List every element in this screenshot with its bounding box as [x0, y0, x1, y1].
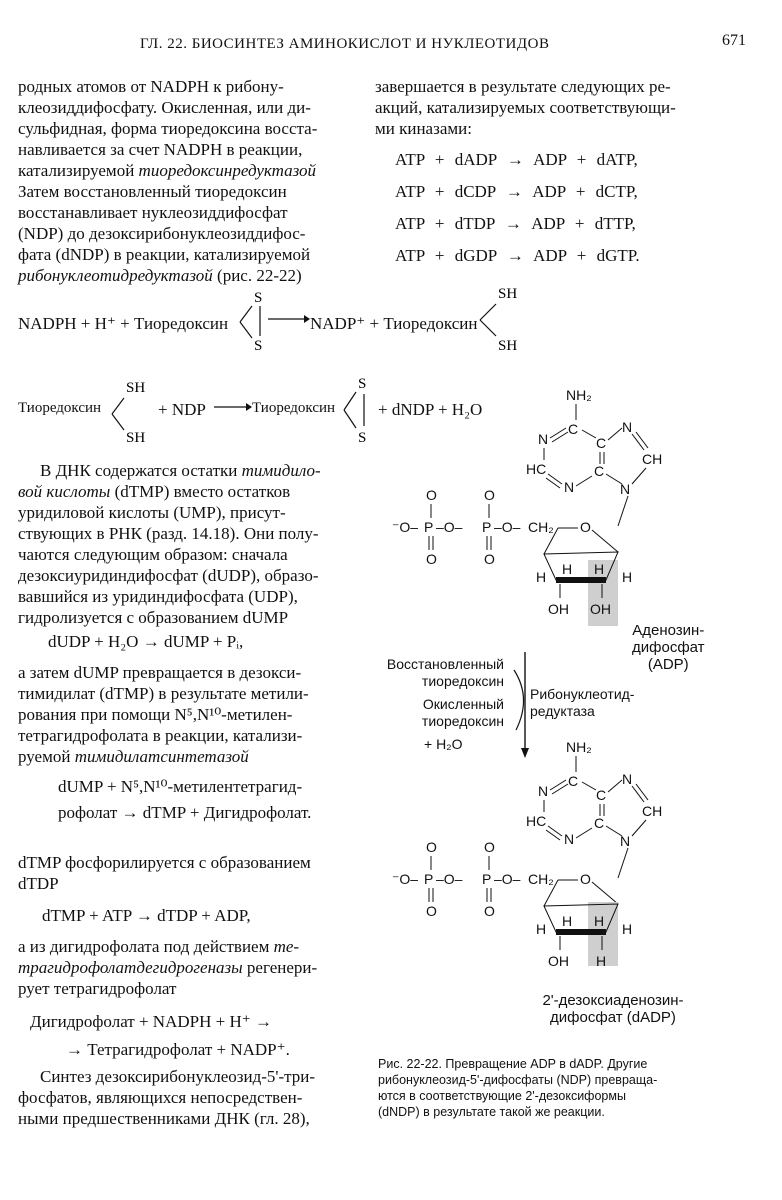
eq2-c: Тиоредоксин — [252, 400, 336, 416]
svg-text:P: P — [482, 519, 492, 535]
svg-text:C: C — [568, 421, 579, 437]
svg-text:O: O — [484, 551, 495, 567]
svg-text:H: H — [596, 953, 607, 969]
arrow-icon — [266, 312, 310, 326]
text-line: родных атомов от NADPH к рибону- — [18, 77, 284, 96]
svg-text:S: S — [358, 376, 367, 392]
svg-text:OH: OH — [548, 953, 569, 969]
caption-line: Рис. 22-22. Превращение ADP в dADP. Другие — [378, 1057, 648, 1071]
page-number: 671 — [722, 32, 746, 49]
svg-text:O: O — [426, 903, 437, 919]
svg-text:–O–: –O– — [436, 871, 463, 887]
text-line: ствующих в РНК (разд. 14.18). Они полу- — [18, 524, 319, 543]
text-line: навливается за счет NADPH в реакции, — [18, 140, 303, 159]
text-line: уридиловой кислоты (UMP), присут- — [18, 503, 286, 522]
svg-text:N: N — [622, 771, 633, 787]
text-line: трагидрофолатдегидрогеназы регенери- — [18, 958, 318, 977]
left-paragraph-4 — [18, 852, 358, 894]
text-line: тимидилат (dTMP) в результате метили- — [18, 684, 309, 703]
label-adp: Аденозин- дифосфат (ADP) — [632, 622, 705, 673]
text-line: завершается в результате следующих ре- — [375, 77, 671, 96]
running-header: ГЛ. 22. БИОСИНТЕЗ АМИНОКИСЛОТ И НУКЛЕОТИДОВ — [140, 36, 550, 52]
text-line: сульфидная, форма тиоредоксина восста- — [18, 119, 318, 138]
eq1-right: NADP⁺ + Тиоредоксин — [310, 314, 478, 333]
text-line: клеозиддифосфату. Окисленная, или ди- — [18, 98, 311, 117]
svg-text:O: O — [426, 839, 437, 855]
svg-text:H: H — [562, 561, 573, 577]
equation-dump: dUMP + N⁵,N¹⁰-метилентетрагид- рофолат → dTMP + Дигидрофолат. — [58, 777, 312, 822]
text-line: Затем восстановленный тиоредоксин — [18, 182, 287, 201]
left-paragraph-5 — [18, 936, 358, 999]
svg-text:O: O — [580, 871, 591, 887]
dithiol-group-2 — [110, 376, 160, 446]
svg-text:O: O — [484, 839, 495, 855]
text-line: dTDP — [18, 874, 59, 893]
svg-text:S: S — [254, 290, 263, 306]
text-line: dTMP фосфорилируется с образованием — [18, 853, 311, 872]
svg-text:N: N — [538, 783, 549, 799]
adp-structure — [378, 384, 708, 634]
text-line: фосфатов, являющихся непосредствен- — [18, 1088, 303, 1107]
equation-dudp: dUDP + H₂O → dUMP + Pᵢ, — [48, 632, 244, 651]
equation: ATP + dADP → ADP + dATP, — [395, 150, 638, 169]
left-paragraph-6 — [18, 1066, 358, 1129]
svg-text:–O–: –O– — [494, 519, 521, 535]
text-line: а затем dUMP превращается в дезокси- — [18, 663, 302, 682]
label-oxidized-thioredoxin: Окисленный тиоредоксин — [421, 696, 504, 729]
svg-text:P: P — [482, 871, 492, 887]
svg-text:C: C — [568, 773, 579, 789]
svg-text:C: C — [596, 435, 607, 451]
eq2-d: + dNDP + H₂O — [378, 400, 483, 419]
text-line: (NDP) до дезоксирибонуклеозиддифос- — [18, 224, 306, 243]
svg-text:S: S — [358, 430, 367, 444]
text-line: рибонуклеотидредуктазой (рис. 22-22) — [18, 266, 302, 285]
svg-text:OH: OH — [548, 601, 569, 617]
left-paragraph-2 — [18, 460, 358, 628]
svg-text:CH: CH — [642, 451, 663, 467]
text-line: тетрагидрофолата в реакции, катализи- — [18, 726, 303, 745]
caption-line: (dNDP) в результате такой же реакции. — [378, 1105, 605, 1119]
svg-text:H: H — [536, 569, 547, 585]
text-line: восстанавливает нуклеозиддифосфат — [18, 203, 288, 222]
label-enzyme: Рибонуклеотид- редуктаза — [530, 686, 635, 719]
left-paragraph-3 — [18, 662, 358, 767]
equation-dhf: Дигидрофолат + NADPH + H⁺ → → Тетрагидрофолат + NADP⁺. — [30, 1012, 290, 1059]
svg-text:N: N — [564, 831, 575, 847]
svg-text:N: N — [622, 419, 633, 435]
svg-text:O: O — [426, 551, 437, 567]
svg-text:H: H — [622, 921, 633, 937]
svg-text:NH₂: NH₂ — [566, 739, 592, 755]
text-line: катализируемой тиоредоксинредуктазой — [18, 161, 316, 180]
svg-text:⁻O–: ⁻O– — [392, 519, 419, 535]
text-line: В ДНК содержатся остатки тимидило- — [40, 461, 321, 480]
dadp-structure — [378, 736, 708, 976]
svg-text:N: N — [620, 481, 631, 497]
right-paragraph-1 — [375, 76, 715, 139]
text-line: рования при помощи N⁵,N¹⁰-метилен- — [18, 705, 293, 724]
text-line: ми киназами: — [375, 119, 472, 138]
svg-text:HC: HC — [526, 461, 547, 477]
text-line: акций, катализируемых соответствующи- — [375, 98, 676, 117]
svg-text:⁻O–: ⁻O– — [392, 871, 419, 887]
text-line: рует тетрагидрофолат — [18, 979, 177, 998]
eq2-a: Тиоредоксин — [18, 400, 102, 416]
svg-text:C: C — [596, 787, 607, 803]
arrow-icon — [212, 400, 252, 414]
svg-text:CH₂: CH₂ — [528, 519, 554, 535]
caption-line: ются в соответствующие 2'-дезоксиформы — [378, 1089, 626, 1103]
eq2-b: + NDP — [158, 400, 206, 419]
svg-text:P: P — [424, 871, 434, 887]
text-line: дезоксиуридиндифосфат (dUDP), образо- — [18, 566, 319, 585]
svg-text:O: O — [484, 903, 495, 919]
text-line: вой кислоты (dTMP) вместо остатков — [18, 482, 291, 501]
equation: ATP + dGDP → ADP + dGTP. — [395, 246, 640, 265]
dithiol-group-1 — [478, 282, 548, 356]
text-line: вавшийся из уридиндифосфата (UDP), — [18, 587, 298, 606]
label-water: + H₂O — [424, 736, 463, 752]
equation: ATP + dCDP → ADP + dCTP, — [395, 182, 638, 201]
svg-text:S: S — [254, 338, 263, 354]
text-line: чаются следующим образом: сначала — [18, 545, 288, 564]
svg-text:O: O — [426, 487, 437, 503]
figure-caption — [378, 1056, 708, 1120]
svg-text:N: N — [620, 833, 631, 849]
svg-text:H: H — [562, 913, 573, 929]
text-line: руемой тимидилатсинтетазой — [18, 747, 249, 766]
label-dadp: 2'-дезоксиаденозин- дифосфат (dADP) — [542, 992, 684, 1026]
svg-text:SH: SH — [498, 286, 518, 302]
left-paragraph-1 — [18, 76, 358, 286]
svg-text:C: C — [594, 815, 605, 831]
label-reduced-thioredoxin: Восстановленный тиоредоксин — [386, 656, 504, 689]
text-line: гидролизуется с образованием dUMP — [18, 608, 289, 627]
svg-text:HC: HC — [526, 813, 547, 829]
svg-text:P: P — [424, 519, 434, 535]
svg-text:SH: SH — [126, 380, 146, 396]
svg-text:N: N — [564, 479, 575, 495]
equation: ATP + dTDP → ADP + dTTP, — [395, 214, 636, 233]
svg-text:SH: SH — [498, 338, 518, 354]
svg-text:NH₂: NH₂ — [566, 387, 592, 403]
text-line: фата (dNDP) в реакции, катализируемой — [18, 245, 311, 264]
svg-text:H: H — [622, 569, 633, 585]
text-line: ными предшественниками ДНК (гл. 28), — [18, 1109, 310, 1128]
eq1-left: NADPH + H⁺ + Тиоредоксин — [18, 314, 229, 333]
svg-text:C: C — [594, 463, 605, 479]
text-line: Синтез дезоксирибонуклеозид-5'-три- — [40, 1067, 316, 1086]
svg-text:CH₂: CH₂ — [528, 871, 554, 887]
disulfide-bridge-2 — [340, 374, 380, 444]
svg-text:CH: CH — [642, 803, 663, 819]
svg-text:SH: SH — [126, 430, 146, 446]
caption-line: рибонуклеозид-5'-дифосфаты (NDP) превраща- — [378, 1073, 658, 1087]
svg-text:–O–: –O– — [494, 871, 521, 887]
svg-text:H: H — [594, 561, 605, 577]
svg-text:O: O — [484, 487, 495, 503]
equation-dtmp: dTMP + ATP → dTDP + ADP, — [42, 906, 251, 925]
svg-text:OH: OH — [590, 601, 611, 617]
svg-text:H: H — [594, 913, 605, 929]
svg-text:H: H — [536, 921, 547, 937]
svg-text:–O–: –O– — [436, 519, 463, 535]
svg-text:N: N — [538, 431, 549, 447]
text-line: а из дигидрофолата под действием те- — [18, 937, 300, 956]
svg-text:O: O — [580, 519, 591, 535]
